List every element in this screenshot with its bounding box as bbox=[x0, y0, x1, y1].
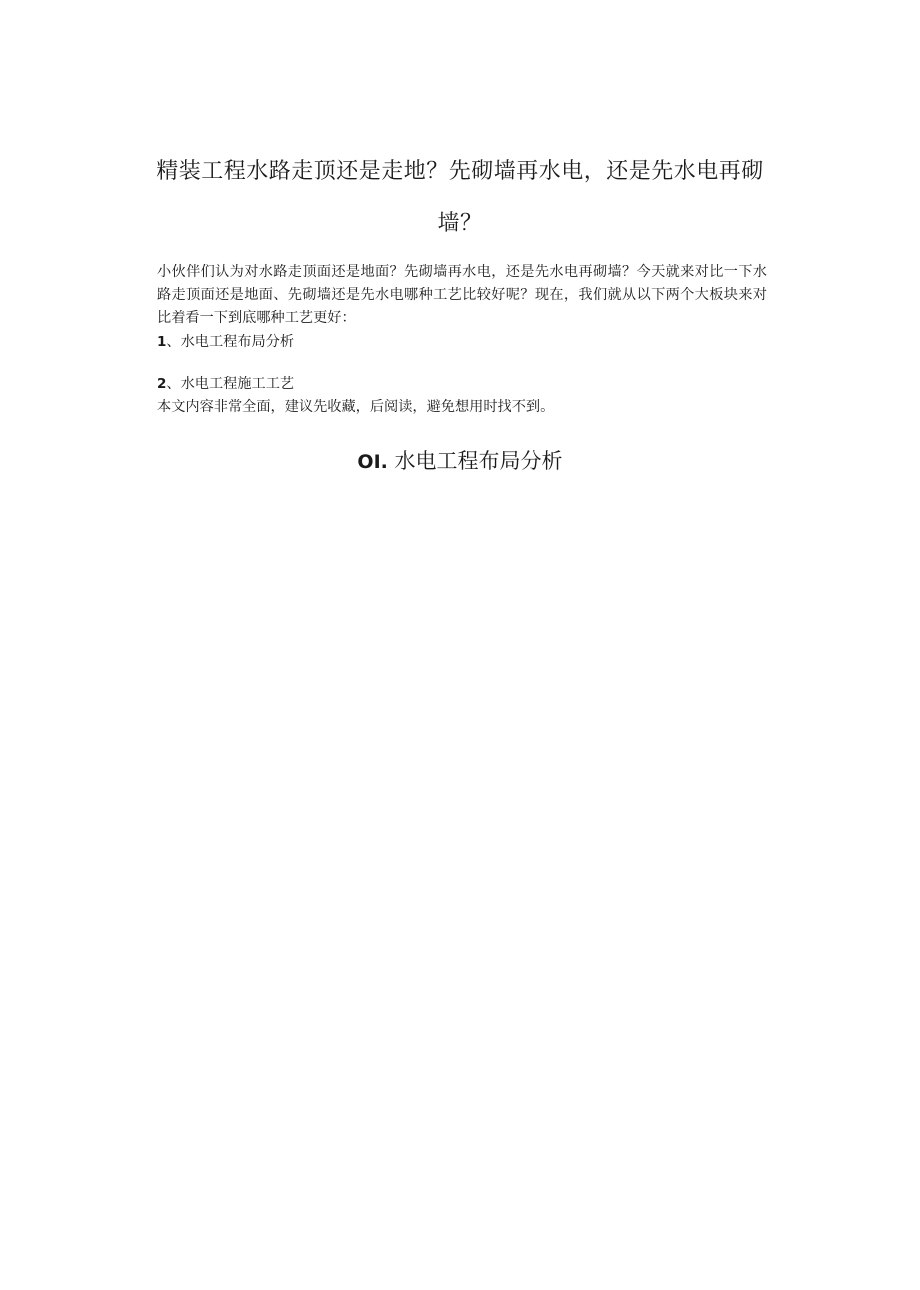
section-heading bbox=[150, 444, 770, 479]
outline-item-1 bbox=[157, 331, 294, 354]
bookmark-note: 本文内容非常全面，建议先收藏，后阅读，避免想用时找不到。 bbox=[157, 399, 555, 415]
section-number: OI. bbox=[357, 451, 388, 473]
section-title: 水电工程布局分析 bbox=[387, 449, 563, 473]
outline-item-2 bbox=[157, 373, 294, 396]
outline-item-1-number: 1 bbox=[157, 334, 167, 350]
intro-paragraph: 小伙伴们认为对水路走顶面还是地面？先砌墙再水电，还是先水电再砌墙？今天就来对比一下水路走顶面还是地面、先砌墙还是先水电哪种工艺比较好呢？现在，我们就从以下两个大板块来对比着看一下到底哪种工艺更好： bbox=[157, 264, 767, 326]
outline-item-2-label: 水电工程施工工艺 bbox=[180, 376, 295, 392]
document-title: 精装工程水路走顶还是走地？先砌墙再水电，还是先水电再砌墙？ bbox=[156, 159, 764, 236]
outline-item-1-label: 水电工程布局分析 bbox=[180, 334, 295, 350]
outline-item-1-separator: 、 bbox=[166, 334, 181, 350]
outline-item-2-separator: 、 bbox=[166, 376, 181, 392]
outline-item-2-number: 2 bbox=[157, 376, 167, 392]
